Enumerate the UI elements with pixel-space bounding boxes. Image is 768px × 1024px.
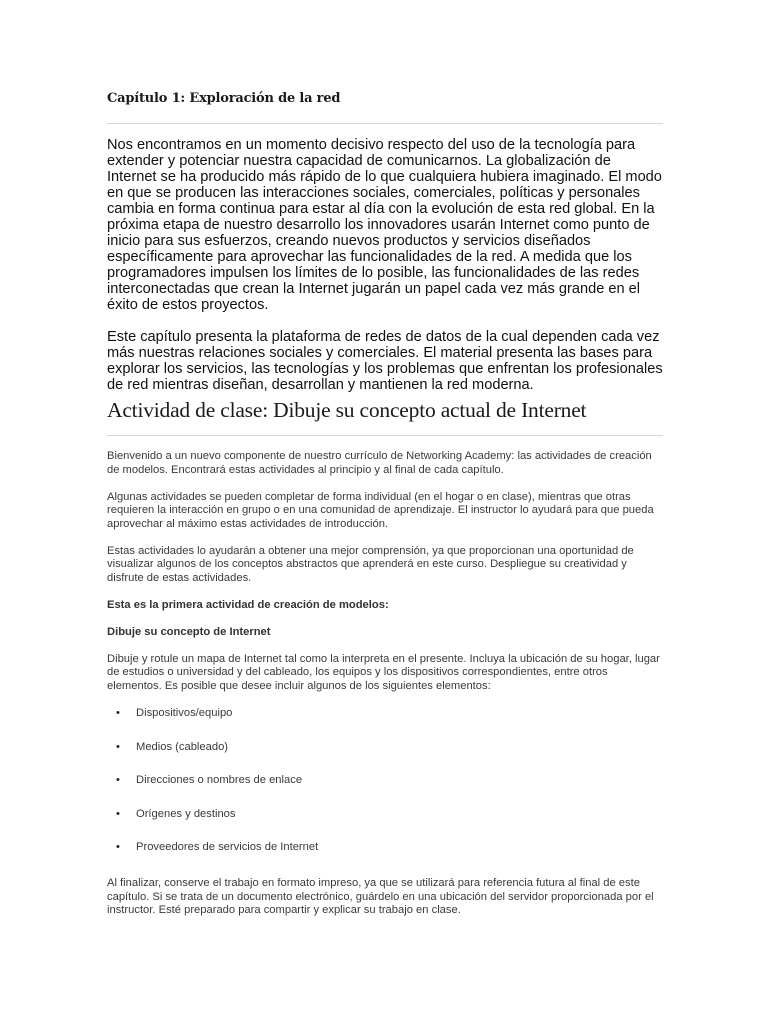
list-item: [107, 707, 663, 741]
list-item-text: Orígenes y destinos: [136, 807, 236, 820]
activity-divider: [107, 435, 663, 436]
bullet-icon: •: [116, 707, 120, 720]
list-item: [107, 808, 663, 842]
activity-title: Actividad de clase: Dibuje su concepto actual de Internet: [107, 398, 587, 422]
list-item-text: Dispositivos/equipo: [136, 707, 233, 720]
activity-paragraph: Estas actividades lo ayudarán a obtener una mejor comprensión, ya que proporcionan una oportunidad de visualizar algunos de los conceptos abstractos que aprenderá en este curso. Despliegue su creatividad y disfrute de estas actividades.: [107, 544, 634, 584]
chapter-divider: [107, 123, 663, 124]
bullet-icon: •: [116, 841, 120, 854]
chapter-title: Capítulo 1: Exploración de la red: [107, 91, 341, 106]
list-item-text: Direcciones o nombres de enlace: [136, 774, 303, 787]
intro-section: [107, 137, 663, 409]
list-item: [107, 841, 663, 875]
intro-paragraph: Este capítulo presenta la plataforma de redes de datos de la cual dependen cada vez más nuestras relaciones sociales y comerciales. El material presenta las bases para explorar los servicios, las tecnologías y los problemas que enfrentan los profesionales de red mientras diseñan, desarrollan y mantienen la red moderna.: [107, 329, 663, 393]
list-item-text: Medios (cableado): [136, 740, 229, 753]
bullet-icon: •: [116, 740, 120, 753]
closing-paragraph: Al finalizar, conserve el trabajo en formato impreso, ya que se utilizará para referencia futura al final de este capítulo. Si se trata de un documento electrónico, guárdelo en una ubicación del servidor proporcionada por el instructor. Esté preparado para compartir y explicar su trabajo en clase.: [107, 877, 654, 917]
bullet-icon: •: [116, 774, 120, 787]
element-list: [107, 707, 663, 875]
activity-paragraph: Bienvenido a un nuevo componente de nuestro currículo de Networking Academy: las actividades de creación de modelos. Encontrará estas actividades al principio y al final de cada capítulo.: [107, 450, 652, 476]
intro-paragraph: Nos encontramos en un momento decisivo respecto del uso de la tecnología para extender y potenciar nuestra capacidad de comunicarnos. La globalización de Internet se ha producido más rápido de lo que cualquiera hubiera imaginado. El modo en que se producen las interacciones sociales, comerciales, políticas y personales cambia en forma continua para estar al día con la evolución de esta red global. En la próxima etapa de nuestro desarrollo los innovadores usarán Internet como punto de inicio para sus esfuerzos, creando nuevos productos y servicios diseñados específicamente para aprovechar las funcionalidades de la red. A medida que los programadores impulsen los límites de lo posible, las funcionalidades de las redes interconectadas que crean la Internet jugarán un papel cada vez más grande en el éxito de estos proyectos.: [107, 137, 662, 313]
list-item: [107, 774, 663, 808]
activity-paragraph: Algunas actividades se pueden completar de forma individual (en el hogar o en clase), mientras que otras requieren la interacción en grupo o en una comunidad de aprendizaje. El instructor lo ayudará para que pueda aprovechar al máximo estas actividades de introducción.: [107, 490, 654, 530]
first-activity-heading: Esta es la primera actividad de creación de modelos:: [107, 598, 389, 611]
activity-section: [107, 450, 663, 931]
list-item-text: Proveedores de servicios de Internet: [136, 841, 319, 854]
list-item: [107, 741, 663, 775]
draw-heading: Dibuje su concepto de Internet: [107, 625, 271, 638]
draw-instructions: Dibuje y rotule un mapa de Internet tal como la interpreta en el presente. Incluya la ubicación de su hogar, lugar de estudios o universidad y del cableado, los equipos y los dispositivos correspondientes, entre otros elementos. Es posible que desee incluir algunos de los siguientes elementos:: [107, 652, 660, 693]
bullet-icon: •: [116, 807, 120, 820]
